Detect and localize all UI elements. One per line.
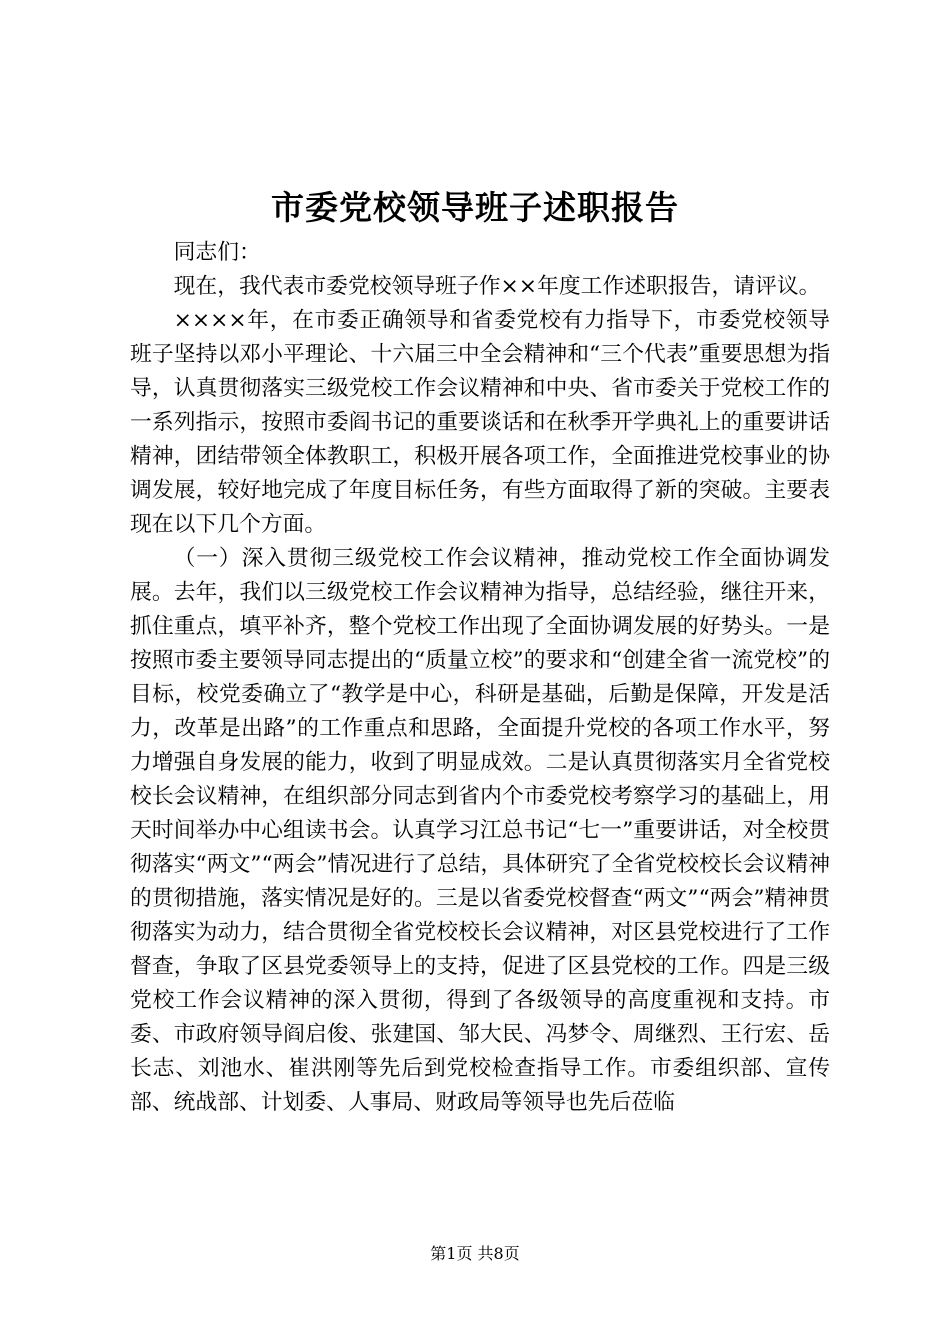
document-title: 市委党校领导班子述职报告 [271, 188, 679, 227]
salutation: 同志们： [173, 240, 261, 265]
page-footer: 第1页 共8页 [430, 1244, 520, 1263]
paragraph-section-one: （一）深入贯彻三级党校工作会议精神，推动党校工作全面协调发展。去年，我们以三级党校工作会议精神为指导，总结经验，继往开来，抓住重点，填平补齐，整个党校工作出现了全面协调发展的好势头。一是按照市委主要领导同志提出的“质量立校”的要求和“创建全省一流党校”的目标，校党委确立了“教学是中心，科研是基础，后勤是保障，开发是活力，改革是出路”的工作重点和思路，全面提升党校的各项工作水平，努力增强自身发展的能力，收到了明显成效。二是认真贯彻落实月全省党校校长会议精神，在组织部分同志到省内个市委党校考察学习的基础上，用天时间举办中心组读书会。认真学习江总书记“七一”重要讲话，对全校贯彻落实“两文”“两会”情况进行了总结，具体研究了全省党校校长会议精神的贯彻措施，落实情况是好的。三是以省委党校督查“两文”“两会”精神贯彻落实为动力，结合贯彻全省党校校长会议精神，对区县党校进行了工作督查，争取了区县党委领导上的支持，促进了区县党校的工作。四是三级党校工作会议精神的深入贯彻，得到了各级领导的高度重视和支持。市委、市政府领导阎启俊、张建国、邹大民、冯梦令、周继烈、王行宏、岳长志、刘池水、崔洪刚等先后到党校检查指导工作。市委组织部、宣传部、统战部、计划委、人事局、财政局等领导也先后莅临 [130, 546, 830, 1115]
document-body [130, 236, 830, 1120]
paragraph-overview: ××××年，在市委正确领导和省委党校有力指导下，市委党校领导班子坚持以邓小平理论、十六届三中全会精神和“三个代表”重要思想为指导，认真贯彻落实三级党校工作会议精神和中央、省市委关于党校工作的一系列指示，按照市委阎书记的重要谈话和在秋季开学典礼上的重要讲话精神，团结带领全体教职工，积极开展各项工作，全面推进党校事业的协调发展，较好地完成了年度目标任务，有些方面取得了新的突破。主要表现在以下几个方面。 [130, 308, 830, 537]
paragraph-intro: 现在，我代表市委党校领导班子作××年度工作述职报告，请评议。 [173, 274, 821, 299]
